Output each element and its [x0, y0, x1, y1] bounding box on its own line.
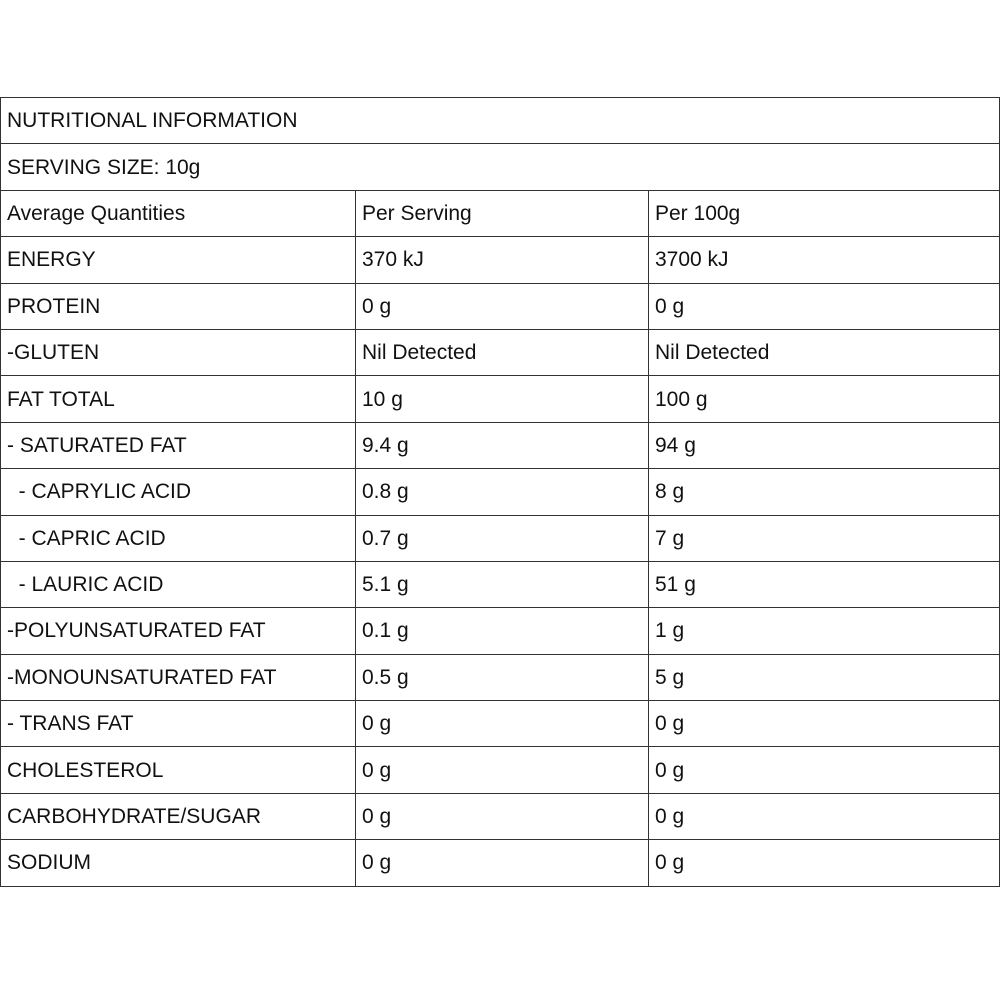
- per-100g-value: 5 g: [649, 654, 1000, 700]
- nutrient-label: CHOLESTEROL: [1, 747, 356, 793]
- per-100g-value: Nil Detected: [649, 329, 1000, 375]
- per-serving-value: 9.4 g: [356, 422, 649, 468]
- per-serving-value: 0 g: [356, 840, 649, 886]
- table-row: [1, 793, 1000, 839]
- nutrition-table: [0, 97, 1000, 887]
- nutrition-table-body: [1, 98, 1000, 887]
- nutrient-label: PROTEIN: [1, 283, 356, 329]
- nutrient-label: - LAURIC ACID: [1, 561, 356, 607]
- nutrient-label: -MONOUNSATURATED FAT: [1, 654, 356, 700]
- per-100g-value: 1 g: [649, 608, 1000, 654]
- table-row: [1, 701, 1000, 747]
- nutrient-label: -GLUTEN: [1, 329, 356, 375]
- table-row: [1, 283, 1000, 329]
- per-100g-value: 51 g: [649, 561, 1000, 607]
- table-row: [1, 561, 1000, 607]
- table-title: NUTRITIONAL INFORMATION: [1, 98, 1000, 144]
- table-row: [1, 376, 1000, 422]
- table-row: [1, 608, 1000, 654]
- table-row: [1, 237, 1000, 283]
- serving-size-row: [1, 144, 1000, 190]
- per-serving-value: 0 g: [356, 701, 649, 747]
- per-100g-value: 0 g: [649, 747, 1000, 793]
- table-header-row: [1, 190, 1000, 236]
- table-row: [1, 422, 1000, 468]
- per-serving-value: 0.8 g: [356, 469, 649, 515]
- per-100g-value: 7 g: [649, 515, 1000, 561]
- column-header-per-100g: Per 100g: [649, 190, 1000, 236]
- per-serving-value: 370 kJ: [356, 237, 649, 283]
- per-serving-value: 0 g: [356, 283, 649, 329]
- per-100g-value: 0 g: [649, 283, 1000, 329]
- per-serving-value: 0.7 g: [356, 515, 649, 561]
- per-100g-value: 0 g: [649, 840, 1000, 886]
- per-100g-value: 0 g: [649, 793, 1000, 839]
- table-row: [1, 329, 1000, 375]
- nutrient-label: FAT TOTAL: [1, 376, 356, 422]
- per-100g-value: 94 g: [649, 422, 1000, 468]
- nutrient-label: -POLYUNSATURATED FAT: [1, 608, 356, 654]
- column-header-quantities: Average Quantities: [1, 190, 356, 236]
- per-serving-value: 0 g: [356, 747, 649, 793]
- column-header-per-serving: Per Serving: [356, 190, 649, 236]
- per-serving-value: 5.1 g: [356, 561, 649, 607]
- table-title-row: [1, 98, 1000, 144]
- nutrient-label: - TRANS FAT: [1, 701, 356, 747]
- per-serving-value: 0 g: [356, 793, 649, 839]
- table-row: [1, 469, 1000, 515]
- table-row: [1, 515, 1000, 561]
- per-100g-value: 100 g: [649, 376, 1000, 422]
- nutrient-label: - CAPRIC ACID: [1, 515, 356, 561]
- nutrient-label: ENERGY: [1, 237, 356, 283]
- nutrient-label: SODIUM: [1, 840, 356, 886]
- nutrient-label: CARBOHYDRATE/SUGAR: [1, 793, 356, 839]
- per-100g-value: 8 g: [649, 469, 1000, 515]
- table-row: [1, 747, 1000, 793]
- per-100g-value: 0 g: [649, 701, 1000, 747]
- nutrient-label: - SATURATED FAT: [1, 422, 356, 468]
- nutrient-label: - CAPRYLIC ACID: [1, 469, 356, 515]
- serving-size: SERVING SIZE: 10g: [1, 144, 1000, 190]
- per-serving-value: 0.5 g: [356, 654, 649, 700]
- per-serving-value: 10 g: [356, 376, 649, 422]
- per-serving-value: Nil Detected: [356, 329, 649, 375]
- table-row: [1, 654, 1000, 700]
- per-serving-value: 0.1 g: [356, 608, 649, 654]
- table-row: [1, 840, 1000, 886]
- per-100g-value: 3700 kJ: [649, 237, 1000, 283]
